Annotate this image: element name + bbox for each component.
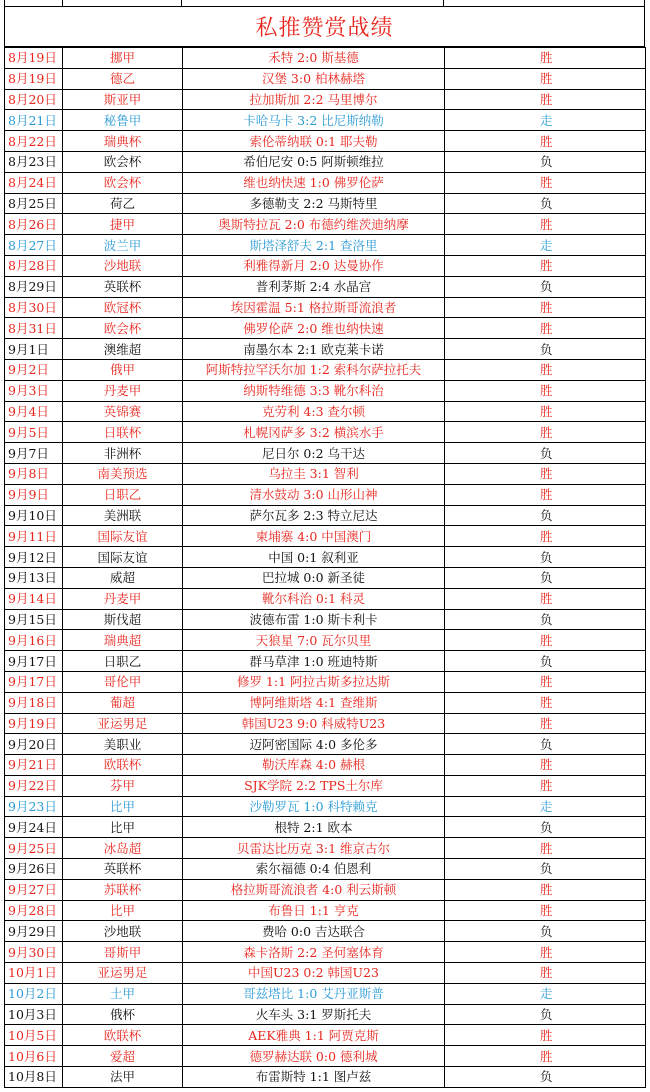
results-table: [4, 47, 646, 1088]
result-cell: 负: [445, 859, 646, 880]
table-row: [5, 151, 646, 172]
match-cell: 禾特 2:0 斯基德: [183, 48, 445, 69]
league-cell: 哥伦甲: [63, 671, 183, 692]
table-row: [5, 630, 646, 651]
result-cell: 胜: [445, 838, 646, 859]
result-cell: 胜: [445, 297, 646, 318]
result-cell: 胜: [445, 1025, 646, 1046]
result-cell: 胜: [445, 484, 646, 505]
result-cell: 胜: [445, 526, 646, 547]
match-cell: 乌拉圭 3:1 智利: [183, 463, 445, 484]
date-cell: 9月27日: [5, 879, 63, 900]
league-cell: 亚运男足: [63, 713, 183, 734]
result-cell: 负: [445, 339, 646, 360]
result-cell: 胜: [445, 380, 646, 401]
match-cell: 克劳利 4:3 查尔顿: [183, 401, 445, 422]
match-cell: 中国 0:1 叙利亚: [183, 547, 445, 568]
table-row: [5, 1025, 646, 1046]
match-cell: 修罗 1:1 阿拉古斯多拉达斯: [183, 671, 445, 692]
result-cell: 胜: [445, 359, 646, 380]
league-cell: 比甲: [63, 900, 183, 921]
date-cell: 8月24日: [5, 172, 63, 193]
league-cell: 欧冠杯: [63, 297, 183, 318]
result-cell: 负: [445, 547, 646, 568]
table-row: [5, 359, 646, 380]
result-cell: 负: [445, 567, 646, 588]
date-cell: 9月17日: [5, 671, 63, 692]
table-row: [5, 401, 646, 422]
league-cell: 澳维超: [63, 339, 183, 360]
match-cell: 中国U23 0:2 韩国U23: [183, 963, 445, 984]
match-cell: 多德勒支 2:2 马斯特里: [183, 193, 445, 214]
league-cell: 俄甲: [63, 359, 183, 380]
match-cell: 拉加斯加 2:2 马里博尔: [183, 89, 445, 110]
date-cell: 8月25日: [5, 193, 63, 214]
match-cell: 韩国U23 9:0 科威特U23: [183, 713, 445, 734]
date-cell: 9月19日: [5, 713, 63, 734]
result-cell: 胜: [445, 692, 646, 713]
league-cell: 日职乙: [63, 484, 183, 505]
date-cell: 9月22日: [5, 775, 63, 796]
table-row: [5, 255, 646, 276]
table-row: [5, 1046, 646, 1067]
league-cell: 斯伐超: [63, 609, 183, 630]
date-cell: 9月3日: [5, 380, 63, 401]
match-cell: 清水鼓动 3:0 山形山神: [183, 484, 445, 505]
league-cell: 冰岛超: [63, 838, 183, 859]
match-cell: 森卡洛斯 2:2 圣何塞体育: [183, 942, 445, 963]
league-cell: 美洲联: [63, 505, 183, 526]
table-row: [5, 339, 646, 360]
match-cell: 纳斯特维德 3:3 靴尔科治: [183, 380, 445, 401]
match-cell: 格拉斯哥流浪者 4:0 利云斯顿: [183, 879, 445, 900]
match-cell: 佛罗伦萨 2:0 维也纳快速: [183, 318, 445, 339]
match-cell: 天狼星 7:0 瓦尔贝里: [183, 630, 445, 651]
result-cell: 负: [445, 276, 646, 297]
league-cell: 苏联杯: [63, 879, 183, 900]
match-cell: 索尔福德 0:4 伯恩利: [183, 859, 445, 880]
league-cell: 国际友谊: [63, 526, 183, 547]
match-cell: 贝雷达比历克 3:1 维京古尔: [183, 838, 445, 859]
match-cell: 布雷斯特 1:1 图卢兹: [183, 1067, 445, 1088]
match-cell: 希伯尼安 0:5 阿斯顿维拉: [183, 151, 445, 172]
match-cell: 利雅得新月 2:0 达曼协作: [183, 255, 445, 276]
match-cell: 斯塔泽舒夫 2:1 查洛里: [183, 235, 445, 256]
table-row: [5, 1004, 646, 1025]
match-cell: 札幌冈萨多 3:2 横滨水手: [183, 422, 445, 443]
league-cell: 非洲杯: [63, 443, 183, 464]
league-cell: 比甲: [63, 817, 183, 838]
date-cell: 9月4日: [5, 401, 63, 422]
date-cell: 9月26日: [5, 859, 63, 880]
table-row: [5, 817, 646, 838]
match-cell: 南墨尔本 2:1 欧克莱卡诺: [183, 339, 445, 360]
date-cell: 9月14日: [5, 588, 63, 609]
date-cell: 9月15日: [5, 609, 63, 630]
date-cell: 8月19日: [5, 48, 63, 69]
date-cell: 9月5日: [5, 422, 63, 443]
date-cell: 9月21日: [5, 755, 63, 776]
date-cell: 9月9日: [5, 484, 63, 505]
date-cell: 9月20日: [5, 734, 63, 755]
table-row: [5, 276, 646, 297]
results-sheet: [4, 0, 645, 1088]
table-row: [5, 318, 646, 339]
table-row: [5, 588, 646, 609]
match-cell: AEK雅典 1:1 阿贾克斯: [183, 1025, 445, 1046]
results-table-body: [5, 48, 646, 1088]
date-cell: 9月1日: [5, 339, 63, 360]
match-cell: 阿斯特拉罕沃尔加 1:2 索科尔萨拉托夫: [183, 359, 445, 380]
match-cell: 波德布雷 1:0 斯卡利卡: [183, 609, 445, 630]
league-cell: 日联杯: [63, 422, 183, 443]
date-cell: 8月23日: [5, 151, 63, 172]
date-cell: 9月10日: [5, 505, 63, 526]
table-row: [5, 775, 646, 796]
result-cell: 胜: [445, 255, 646, 276]
league-cell: 欧会杯: [63, 151, 183, 172]
result-cell: 走: [445, 796, 646, 817]
table-row: [5, 755, 646, 776]
table-row: [5, 983, 646, 1004]
table-row: [5, 463, 646, 484]
date-cell: 10月2日: [5, 983, 63, 1004]
table-row: [5, 838, 646, 859]
table-row: [5, 609, 646, 630]
date-cell: 9月16日: [5, 630, 63, 651]
table-row: [5, 796, 646, 817]
match-cell: 靴尔科治 0:1 科灵: [183, 588, 445, 609]
table-row: [5, 963, 646, 984]
result-cell: 胜: [445, 68, 646, 89]
league-cell: 欧会杯: [63, 318, 183, 339]
date-cell: 9月8日: [5, 463, 63, 484]
result-cell: 胜: [445, 755, 646, 776]
result-cell: 负: [445, 193, 646, 214]
match-cell: 维也纳快速 1:0 佛罗伦萨: [183, 172, 445, 193]
date-cell: 9月11日: [5, 526, 63, 547]
league-cell: 欧联杯: [63, 1025, 183, 1046]
league-cell: 丹麦甲: [63, 588, 183, 609]
match-cell: 费哈 0:0 吉达联合: [183, 921, 445, 942]
header-strip: [4, 0, 645, 7]
result-cell: 负: [445, 1067, 646, 1088]
result-cell: 胜: [445, 401, 646, 422]
table-row: [5, 734, 646, 755]
table-row: [5, 193, 646, 214]
match-cell: 埃因霍温 5:1 格拉斯哥流浪者: [183, 297, 445, 318]
date-cell: 9月25日: [5, 838, 63, 859]
result-cell: 负: [445, 443, 646, 464]
match-cell: 勒沃库森 4:0 赫根: [183, 755, 445, 776]
table-row: [5, 172, 646, 193]
date-cell: 9月17日: [5, 651, 63, 672]
table-row: [5, 567, 646, 588]
table-row: [5, 879, 646, 900]
result-cell: 胜: [445, 900, 646, 921]
table-row: [5, 692, 646, 713]
match-cell: 火车头 3:1 罗斯托夫: [183, 1004, 445, 1025]
league-cell: 斯亚甲: [63, 89, 183, 110]
result-cell: 负: [445, 151, 646, 172]
league-cell: 瑞典杯: [63, 131, 183, 152]
league-cell: 亚运男足: [63, 963, 183, 984]
table-row: [5, 671, 646, 692]
league-cell: 捷甲: [63, 214, 183, 235]
date-cell: 9月28日: [5, 900, 63, 921]
result-cell: 胜: [445, 89, 646, 110]
date-cell: 8月30日: [5, 297, 63, 318]
table-row: [5, 110, 646, 131]
date-cell: 8月22日: [5, 131, 63, 152]
match-cell: 尼日尔 0:2 乌干达: [183, 443, 445, 464]
match-cell: 沙勒罗瓦 1:0 科特赖克: [183, 796, 445, 817]
result-cell: 走: [445, 235, 646, 256]
result-cell: 负: [445, 609, 646, 630]
result-cell: 胜: [445, 879, 646, 900]
match-cell: 布鲁日 1:1 亨克: [183, 900, 445, 921]
result-cell: 胜: [445, 214, 646, 235]
result-cell: 胜: [445, 48, 646, 69]
result-cell: 走: [445, 110, 646, 131]
league-cell: 荷乙: [63, 193, 183, 214]
table-row: [5, 505, 646, 526]
league-cell: 欧联杯: [63, 755, 183, 776]
match-cell: SJK学院 2:2 TPS土尔库: [183, 775, 445, 796]
result-cell: 负: [445, 651, 646, 672]
league-cell: 英联杯: [63, 276, 183, 297]
table-row: [5, 68, 646, 89]
date-cell: 9月23日: [5, 796, 63, 817]
date-cell: 9月13日: [5, 567, 63, 588]
table-row: [5, 1067, 646, 1088]
date-cell: 8月21日: [5, 110, 63, 131]
date-cell: 10月5日: [5, 1025, 63, 1046]
result-cell: 胜: [445, 318, 646, 339]
table-row: [5, 48, 646, 69]
result-cell: 胜: [445, 775, 646, 796]
result-cell: 胜: [445, 630, 646, 651]
league-cell: 德乙: [63, 68, 183, 89]
date-cell: 10月3日: [5, 1004, 63, 1025]
match-cell: 哥兹塔比 1:0 艾丹亚斯普: [183, 983, 445, 1004]
date-cell: 9月18日: [5, 692, 63, 713]
date-cell: 9月7日: [5, 443, 63, 464]
match-cell: 普利茅斯 2:4 水晶宫: [183, 276, 445, 297]
result-cell: 胜: [445, 1046, 646, 1067]
match-cell: 群马草津 1:0 班迪特斯: [183, 651, 445, 672]
league-cell: 俄杯: [63, 1004, 183, 1025]
match-cell: 柬埔寨 4:0 中国澳门: [183, 526, 445, 547]
table-row: [5, 89, 646, 110]
league-cell: 美职业: [63, 734, 183, 755]
result-cell: 负: [445, 921, 646, 942]
date-cell: 9月24日: [5, 817, 63, 838]
date-cell: 10月6日: [5, 1046, 63, 1067]
match-cell: 卡哈马卡 3:2 比尼斯纳勒: [183, 110, 445, 131]
match-cell: 索伦蒂纳联 0:1 耶夫勒: [183, 131, 445, 152]
date-cell: 9月29日: [5, 921, 63, 942]
result-cell: 胜: [445, 172, 646, 193]
result-cell: 负: [445, 817, 646, 838]
date-cell: 8月27日: [5, 235, 63, 256]
league-cell: 比甲: [63, 796, 183, 817]
table-row: [5, 900, 646, 921]
table-row: [5, 484, 646, 505]
date-cell: 8月28日: [5, 255, 63, 276]
league-cell: 秘鲁甲: [63, 110, 183, 131]
match-cell: 萨尔瓦多 2:3 特立尼达: [183, 505, 445, 526]
date-cell: 9月2日: [5, 359, 63, 380]
match-cell: 迈阿密国际 4:0 多伦多: [183, 734, 445, 755]
result-cell: 负: [445, 734, 646, 755]
result-cell: 胜: [445, 131, 646, 152]
league-cell: 日职乙: [63, 651, 183, 672]
result-cell: 胜: [445, 463, 646, 484]
result-cell: 胜: [445, 963, 646, 984]
result-cell: 胜: [445, 588, 646, 609]
league-cell: 欧会杯: [63, 172, 183, 193]
date-cell: 9月12日: [5, 547, 63, 568]
page-title: 私推赞赏战绩: [4, 7, 645, 47]
match-cell: 汉堡 3:0 柏林赫塔: [183, 68, 445, 89]
league-cell: 威超: [63, 567, 183, 588]
table-row: [5, 422, 646, 443]
date-cell: 8月19日: [5, 68, 63, 89]
league-cell: 丹麦甲: [63, 380, 183, 401]
league-cell: 沙地联: [63, 921, 183, 942]
date-cell: 8月26日: [5, 214, 63, 235]
league-cell: 哥斯甲: [63, 942, 183, 963]
table-row: [5, 651, 646, 672]
result-cell: 胜: [445, 671, 646, 692]
result-cell: 负: [445, 1004, 646, 1025]
table-row: [5, 443, 646, 464]
table-row: [5, 859, 646, 880]
league-cell: 法甲: [63, 1067, 183, 1088]
date-cell: 8月31日: [5, 318, 63, 339]
match-cell: 博阿维斯塔 4:1 查维斯: [183, 692, 445, 713]
table-row: [5, 380, 646, 401]
date-cell: 9月30日: [5, 942, 63, 963]
league-cell: 葡超: [63, 692, 183, 713]
date-cell: 8月20日: [5, 89, 63, 110]
table-row: [5, 921, 646, 942]
league-cell: 南美预选: [63, 463, 183, 484]
result-cell: 胜: [445, 713, 646, 734]
table-row: [5, 214, 646, 235]
date-cell: 10月8日: [5, 1067, 63, 1088]
date-cell: 10月1日: [5, 963, 63, 984]
table-row: [5, 297, 646, 318]
result-cell: 走: [445, 983, 646, 1004]
match-cell: 德罗赫达联 0:0 德利城: [183, 1046, 445, 1067]
table-row: [5, 526, 646, 547]
league-cell: 英锦赛: [63, 401, 183, 422]
league-cell: 芬甲: [63, 775, 183, 796]
date-cell: 8月29日: [5, 276, 63, 297]
league-cell: 土甲: [63, 983, 183, 1004]
league-cell: 瑞典超: [63, 630, 183, 651]
league-cell: 爱超: [63, 1046, 183, 1067]
league-cell: 国际友谊: [63, 547, 183, 568]
table-row: [5, 942, 646, 963]
table-row: [5, 235, 646, 256]
result-cell: 胜: [445, 422, 646, 443]
table-row: [5, 131, 646, 152]
league-cell: 挪甲: [63, 48, 183, 69]
league-cell: 沙地联: [63, 255, 183, 276]
match-cell: 根特 2:1 欧本: [183, 817, 445, 838]
table-row: [5, 547, 646, 568]
league-cell: 波兰甲: [63, 235, 183, 256]
result-cell: 胜: [445, 942, 646, 963]
league-cell: 英联杯: [63, 859, 183, 880]
match-cell: 巴拉城 0:0 新圣徒: [183, 567, 445, 588]
result-cell: 负: [445, 505, 646, 526]
match-cell: 奥斯特拉瓦 2:0 布德约维茨迪纳摩: [183, 214, 445, 235]
table-row: [5, 713, 646, 734]
